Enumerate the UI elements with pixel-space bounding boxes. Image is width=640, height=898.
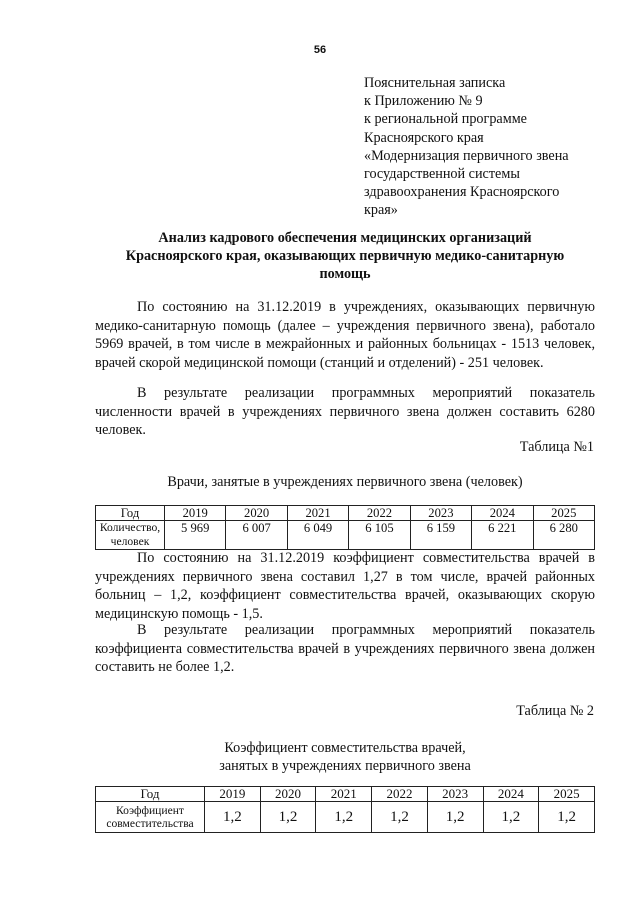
paragraph-staff-target: В результате реализации программных мероприятий показатель численности врачей в учреждениях первичного звена должен составить 6280 человек. — [95, 385, 595, 439]
note-line: здравоохранения Красноярского — [364, 184, 560, 201]
value-cell: 1,2 — [483, 802, 539, 833]
table2-title-line: Коэффициент совместительства врачей, — [224, 740, 466, 756]
value-cell: 1,2 — [260, 802, 316, 833]
year-cell: 2022 — [349, 506, 410, 521]
value-cell: 1,2 — [427, 802, 483, 833]
year-cell: 2025 — [539, 787, 595, 802]
section-heading — [80, 229, 610, 283]
year-cell: 2019 — [165, 506, 226, 521]
year-cell: 2023 — [410, 506, 471, 521]
note-line: Пояснительная записка — [364, 75, 506, 91]
note-line: государственной системы — [364, 166, 520, 183]
table2-number: Таблица № 2 — [516, 703, 594, 719]
table-header-cell: Год — [96, 787, 205, 802]
value-cell: 1,2 — [316, 802, 372, 833]
value-cell: 6 280 — [533, 521, 594, 550]
heading-line: помощь — [319, 266, 371, 282]
year-cell: 2020 — [226, 506, 287, 521]
coefficient-table — [95, 786, 595, 833]
heading-line: Красноярского края, оказывающих первичную медико-санитарную — [125, 248, 565, 264]
table-header-row — [96, 787, 595, 802]
year-cell: 2023 — [427, 787, 483, 802]
value-cell: 6 105 — [349, 521, 410, 550]
table-header-row — [96, 506, 595, 521]
table1-number: Таблица №1 — [519, 439, 594, 455]
row-label-cell: Количество, человек — [96, 521, 165, 550]
table2-title — [95, 739, 595, 775]
paragraph-staff-count: По состоянию на 31.12.2019 в учреждениях, оказывающих первичную медико-санитарную помощь (далее – учреждения первичного звена), работало 5969 врачей, в том числе в межрайонных и районных больницах - 1513 человек, врачей скорой медицинской помощи (станций и отделений) - 251 человек. — [95, 299, 595, 371]
row-label-cell: Коэффициент совместительства — [96, 802, 205, 833]
note-line: к Приложению № 9 — [364, 93, 483, 110]
year-cell: 2020 — [260, 787, 316, 802]
page-number: 56 — [313, 44, 327, 56]
value-cell: 5 969 — [165, 521, 226, 550]
explanatory-note-block — [364, 74, 614, 220]
table-row — [96, 521, 595, 550]
note-line: «Модернизация первичного звена — [364, 147, 569, 164]
note-line: к региональной программе — [364, 111, 527, 128]
table1-title: Врачи, занятые в учреждениях первичного звена (человек) — [167, 474, 523, 490]
value-cell: 6 159 — [410, 521, 471, 550]
year-cell: 2021 — [316, 787, 372, 802]
year-cell: 2024 — [472, 506, 533, 521]
year-cell: 2022 — [372, 787, 428, 802]
year-cell: 2019 — [205, 787, 261, 802]
table-header-cell: Год — [96, 506, 165, 521]
value-cell: 1,2 — [539, 802, 595, 833]
value-cell: 6 221 — [472, 521, 533, 550]
note-line: края» — [364, 202, 398, 219]
year-cell: 2021 — [287, 506, 348, 521]
table2-title-line: занятых в учреждениях первичного звена — [219, 758, 471, 774]
paragraph-coefficient: По состоянию на 31.12.2019 коэффициент совместительства врачей в учреждениях первичного звена составил 1,27 в том числе, врачей районных больниц – 1,2, коэффициент совместительства врачей, оказывающих скорую медицинскую помощь - 1,5. — [95, 550, 595, 622]
value-cell: 6 049 — [287, 521, 348, 550]
note-line: Красноярского края — [364, 129, 484, 146]
doctors-table — [95, 505, 595, 550]
value-cell: 1,2 — [372, 802, 428, 833]
value-cell: 6 007 — [226, 521, 287, 550]
heading-line: Анализ кадрового обеспечения медицинских организаций — [158, 230, 532, 246]
year-cell: 2025 — [533, 506, 594, 521]
value-cell: 1,2 — [205, 802, 261, 833]
paragraph-coefficient-target: В результате реализации программных мероприятий показатель коэффициента совместительства врачей в учреждениях первичного звена должен составить не более 1,2. — [95, 622, 595, 676]
year-cell: 2024 — [483, 787, 539, 802]
table-row — [96, 802, 595, 833]
